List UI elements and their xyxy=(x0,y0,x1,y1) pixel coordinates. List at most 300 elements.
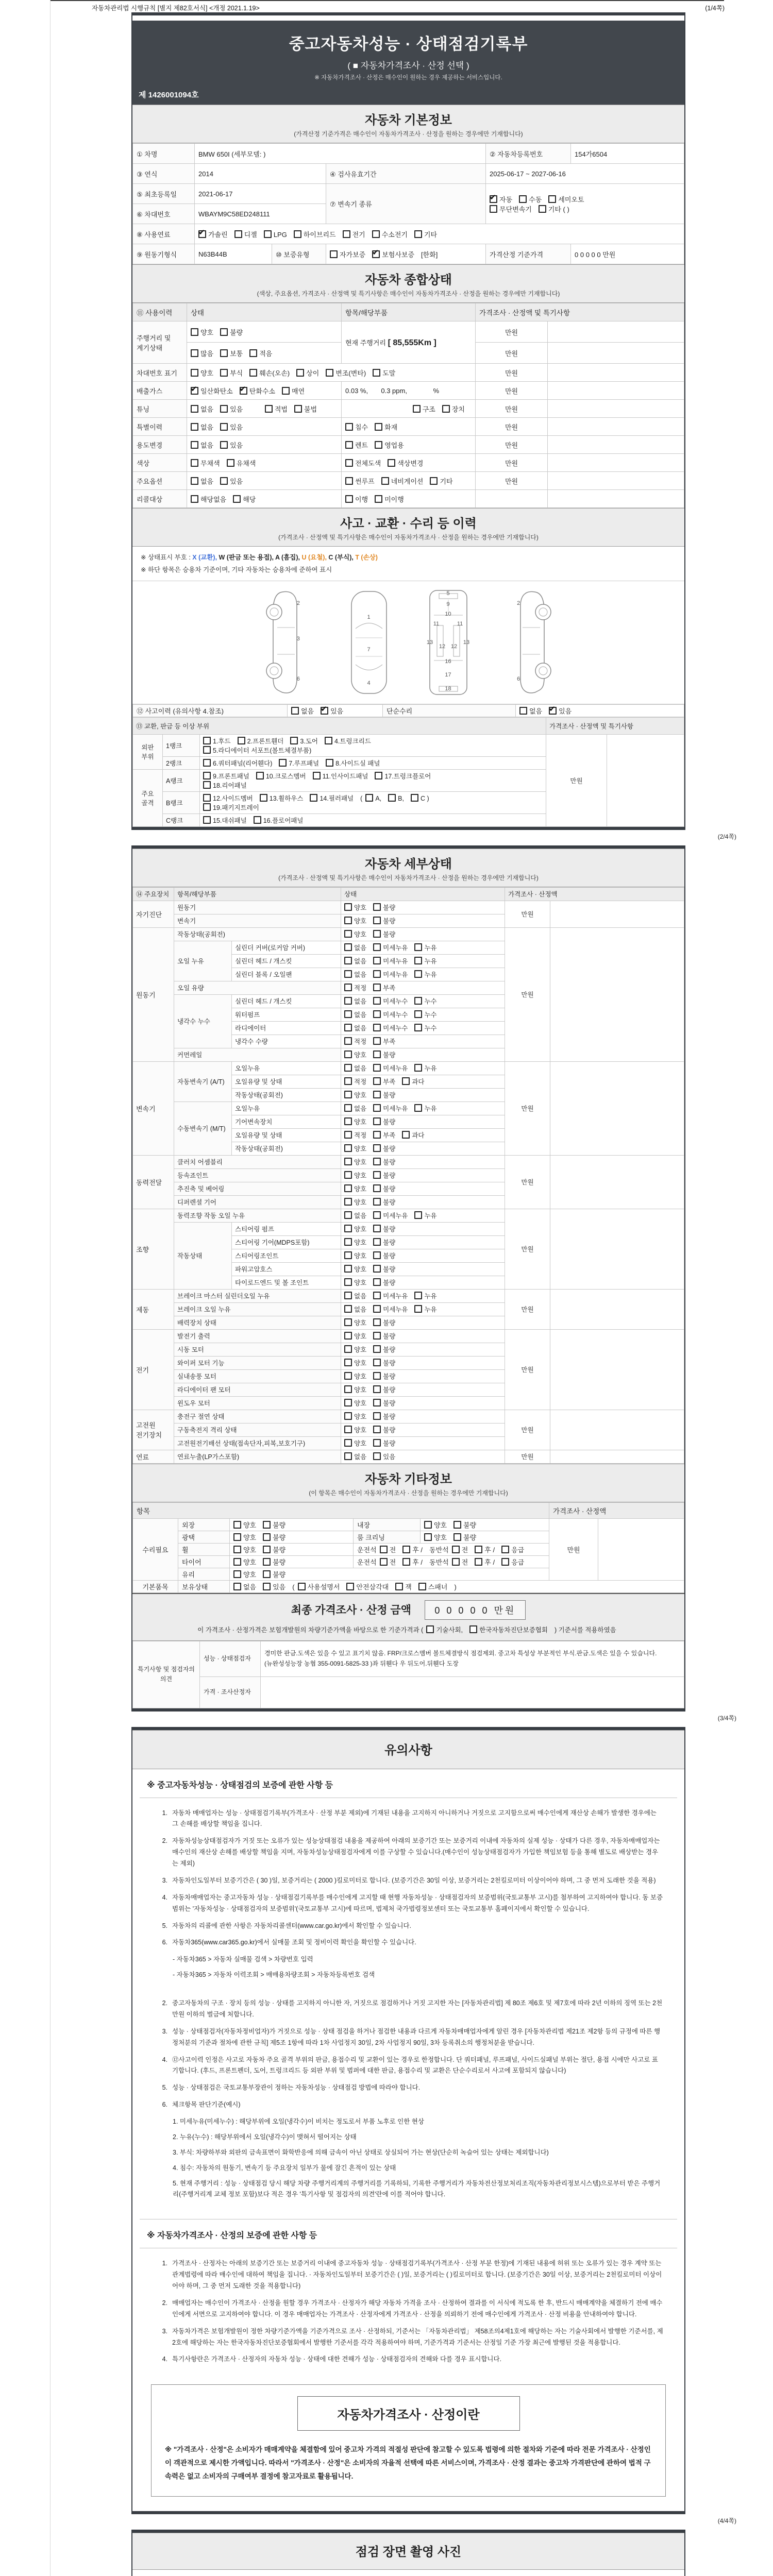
checkbox[interactable] xyxy=(344,1426,352,1433)
checkbox[interactable] xyxy=(263,1570,271,1578)
final-price-bar xyxy=(132,1593,684,1623)
checkbox[interactable] xyxy=(380,1558,388,1566)
checkbox[interactable] xyxy=(373,1050,381,1058)
checkbox[interactable] xyxy=(414,1064,422,1072)
checkbox[interactable] xyxy=(326,759,333,767)
checkbox[interactable] xyxy=(233,1583,241,1590)
checkbox[interactable] xyxy=(191,405,198,413)
checkbox[interactable] xyxy=(381,477,389,485)
appraiser-label: 가격 · 조사산정자 xyxy=(200,1676,261,1708)
checkbox[interactable] xyxy=(191,459,198,467)
checkbox[interactable] xyxy=(424,1533,432,1541)
car-view-right-side xyxy=(503,588,552,697)
appraiser-opinion xyxy=(261,1676,684,1708)
checkbox[interactable] xyxy=(373,1265,381,1273)
checkbox[interactable] xyxy=(191,495,198,503)
notice-text: 자동차365(www.car365.go.kr)에서 실매물 조회 및 정비이력 확인을 확인할 수 있습니다. xyxy=(172,1939,416,1946)
hold-state-options xyxy=(230,1580,684,1592)
rank1-items xyxy=(200,734,546,756)
checkbox[interactable] xyxy=(344,970,352,978)
checkbox[interactable] xyxy=(344,1412,352,1420)
checkbox[interactable] xyxy=(203,803,211,811)
checkbox-label: 양호 xyxy=(243,1546,257,1554)
checkbox[interactable] xyxy=(220,441,228,449)
checkbox[interactable] xyxy=(490,205,497,213)
checkbox[interactable] xyxy=(294,405,302,413)
checkbox[interactable] xyxy=(265,405,273,413)
checkbox[interactable] xyxy=(345,477,353,485)
checkbox[interactable] xyxy=(375,441,382,449)
checkbox[interactable] xyxy=(294,230,301,238)
notices-sub2-title: ※ 자동차가격조사 · 산정의 보증에 관한 사항 등 xyxy=(140,2219,677,2248)
checkbox[interactable] xyxy=(191,328,198,336)
checkbox-label: 후 / xyxy=(412,1546,423,1554)
checkbox[interactable] xyxy=(373,917,381,924)
checkbox[interactable] xyxy=(290,737,298,744)
checkbox-item xyxy=(263,1569,285,1579)
checkbox[interactable] xyxy=(519,707,527,715)
panel-number: 3 xyxy=(296,636,300,642)
checkbox-item xyxy=(344,1063,366,1073)
checkbox-label: 해당없음 xyxy=(200,495,227,503)
checkbox[interactable] xyxy=(452,1558,460,1566)
checkbox[interactable] xyxy=(475,1546,482,1553)
checkbox[interactable] xyxy=(373,369,380,377)
checkbox-label: 불량 xyxy=(383,1226,396,1233)
checkbox[interactable] xyxy=(344,1399,352,1406)
state-options xyxy=(341,1115,505,1128)
checkbox-label: 19.패키지트레이 xyxy=(213,804,259,811)
notice-text: 체크항목 판단기준(예시) xyxy=(172,2101,241,2109)
checkbox-checked[interactable] xyxy=(549,707,557,715)
checkbox[interactable] xyxy=(373,930,381,938)
notice-item xyxy=(155,1921,664,1932)
checkbox[interactable] xyxy=(373,984,381,991)
checkbox-item xyxy=(373,929,395,939)
checkbox[interactable] xyxy=(501,1558,509,1566)
checkbox[interactable] xyxy=(539,205,546,213)
checkbox-label: 기술사회, xyxy=(436,1626,463,1634)
checkbox-label: 적정 xyxy=(354,985,367,992)
checkbox[interactable] xyxy=(220,405,228,413)
checkbox[interactable] xyxy=(365,794,373,802)
special-kind-options xyxy=(342,418,476,436)
checkbox[interactable] xyxy=(373,1010,381,1018)
checkbox[interactable] xyxy=(263,1546,271,1553)
panel-number: 2 xyxy=(517,600,520,606)
checkbox[interactable] xyxy=(344,1104,352,1112)
checkbox[interactable] xyxy=(249,349,257,357)
checkbox[interactable] xyxy=(344,1439,352,1447)
checkbox[interactable] xyxy=(411,794,418,802)
checkbox[interactable] xyxy=(373,1117,381,1125)
checkbox-item xyxy=(263,1532,285,1542)
checkbox[interactable] xyxy=(424,1521,432,1529)
checkbox[interactable] xyxy=(233,495,241,503)
checkbox[interactable] xyxy=(501,1546,509,1553)
state-options xyxy=(341,1209,505,1222)
checkbox-item xyxy=(388,794,404,802)
checkbox[interactable] xyxy=(191,423,198,431)
checkbox[interactable] xyxy=(344,1144,352,1152)
checkbox[interactable] xyxy=(254,816,261,824)
checkbox[interactable] xyxy=(256,772,264,779)
checkbox[interactable] xyxy=(380,1546,388,1553)
checkbox[interactable] xyxy=(414,1104,422,1112)
section-note: (색상, 주요옵션, 가격조사 · 산정액 및 특기사항은 매수인이 자동차가격조사 · 산정을 원하는 경우에만 기재합니다) xyxy=(257,290,560,297)
checkbox[interactable] xyxy=(344,1292,352,1299)
checkbox-item xyxy=(380,1557,396,1567)
checkbox[interactable] xyxy=(344,997,352,1005)
checkbox-item xyxy=(326,758,380,768)
checkbox[interactable] xyxy=(344,1385,352,1393)
notice-text: 자동차인도일부터 보증기간은 ( 30 )일, 보증거리는 ( 2000 )킬로미터로 합니다. (보증기간은 30일 이상, 보증거리는 2천킬로미터 이상이어야 하며, 그 중 먼저 도래한 것을 적용) xyxy=(172,1876,656,1884)
checkbox[interactable] xyxy=(343,230,350,238)
checkbox[interactable] xyxy=(191,441,198,449)
checkbox[interactable] xyxy=(373,970,381,978)
device-group-label: 연료 xyxy=(133,1450,174,1463)
checkbox[interactable] xyxy=(233,1546,241,1553)
checkbox[interactable] xyxy=(373,957,381,964)
checkbox[interactable] xyxy=(298,1583,306,1590)
checkbox[interactable] xyxy=(413,405,421,413)
checkbox[interactable] xyxy=(344,1010,352,1018)
checkbox[interactable] xyxy=(402,1558,410,1566)
checkbox[interactable] xyxy=(233,1570,241,1578)
checkbox-label: 양호 xyxy=(354,1279,367,1286)
checkbox[interactable] xyxy=(344,930,352,938)
checkbox[interactable] xyxy=(388,459,395,467)
checkbox[interactable] xyxy=(344,1064,352,1072)
checkbox[interactable] xyxy=(548,195,556,203)
checkbox[interactable] xyxy=(260,794,267,802)
sub-item-label: 작동상태(공회전) xyxy=(232,1088,341,1101)
checkbox[interactable] xyxy=(344,903,352,911)
checkbox[interactable] xyxy=(234,230,242,238)
checkbox[interactable] xyxy=(414,997,422,1005)
checkbox-label: 있음 xyxy=(273,1583,286,1591)
checkbox[interactable] xyxy=(344,1024,352,1031)
checkbox[interactable] xyxy=(402,1131,410,1139)
checkbox[interactable] xyxy=(373,1399,381,1406)
checkbox[interactable] xyxy=(373,1292,381,1299)
checkbox[interactable] xyxy=(344,957,352,964)
checkbox[interactable] xyxy=(296,369,304,377)
checkbox[interactable] xyxy=(344,1211,352,1219)
checkbox-label: 불량 xyxy=(383,1092,396,1099)
checkbox[interactable] xyxy=(373,1024,381,1031)
checkbox-item xyxy=(298,1582,340,1591)
state-options xyxy=(341,901,505,914)
checkbox[interactable] xyxy=(310,794,317,802)
checkbox-checked[interactable] xyxy=(321,707,328,715)
checkbox-checked[interactable] xyxy=(490,195,497,203)
checkbox[interactable] xyxy=(325,737,332,744)
checkbox[interactable] xyxy=(249,369,257,377)
notice-number: 4. xyxy=(162,1893,167,1901)
checkbox[interactable] xyxy=(227,459,234,467)
price-cell: 만원 xyxy=(476,436,548,454)
checkbox[interactable] xyxy=(344,1305,352,1313)
checkbox-label: 있음 xyxy=(559,707,572,715)
checkbox[interactable] xyxy=(264,230,272,238)
checkbox[interactable] xyxy=(373,1104,381,1112)
checkbox[interactable] xyxy=(373,1064,381,1072)
checkbox[interactable] xyxy=(402,1077,410,1085)
checkbox[interactable] xyxy=(291,707,299,715)
checkbox[interactable] xyxy=(344,1345,352,1353)
checkbox[interactable] xyxy=(344,1158,352,1165)
notices-sub1-title: ※ 중고자동차성능 · 상태점검의 보증에 관한 사항 등 xyxy=(140,1769,677,1798)
checkbox[interactable] xyxy=(414,1010,422,1018)
checkbox[interactable] xyxy=(344,1278,352,1286)
checkbox[interactable] xyxy=(373,1238,381,1246)
checkbox-label: 12.사이드멤버 xyxy=(213,794,253,802)
checkbox[interactable] xyxy=(282,387,290,395)
checkbox[interactable] xyxy=(203,781,211,789)
checkbox-label: 불량 xyxy=(383,1427,396,1434)
checkbox[interactable] xyxy=(191,369,198,377)
checkbox[interactable] xyxy=(373,1171,381,1179)
checkbox[interactable] xyxy=(373,1184,381,1192)
checkbox-item xyxy=(344,1304,366,1314)
legend-code: U (요철), xyxy=(301,554,329,561)
device-group-label: 동력전달 xyxy=(133,1155,174,1209)
top-rule xyxy=(50,0,724,1)
checkbox[interactable] xyxy=(414,230,422,238)
checkbox[interactable] xyxy=(373,1077,381,1085)
row-label-recall: 리콜대상 xyxy=(133,490,187,508)
checkbox-checked[interactable] xyxy=(191,387,198,395)
checkbox[interactable] xyxy=(203,772,211,779)
checkbox[interactable] xyxy=(344,1184,352,1192)
checkbox[interactable] xyxy=(373,1439,381,1447)
checkbox[interactable] xyxy=(414,1211,422,1219)
checkbox[interactable] xyxy=(263,1533,271,1541)
accident-history-label: ⑫ 사고이력 (유의사항 4.참조) xyxy=(133,704,288,717)
checkbox[interactable] xyxy=(345,441,353,449)
col-price: 가격조사 · 산정액 xyxy=(505,887,684,901)
checkbox[interactable] xyxy=(475,1558,482,1566)
checkbox[interactable] xyxy=(203,759,211,767)
checkbox[interactable] xyxy=(373,1426,381,1433)
checkbox[interactable] xyxy=(220,477,228,485)
checkbox[interactable] xyxy=(344,917,352,924)
legend-note: ※ 하단 항목은 승용차 기준이며, 기타 자동차는 승용차에 준하여 표시 xyxy=(141,566,332,573)
checkbox-checked[interactable] xyxy=(240,387,247,395)
checkbox[interactable] xyxy=(453,1521,461,1529)
device-group-label: 자기진단 xyxy=(133,901,174,927)
checkbox[interactable] xyxy=(220,369,228,377)
checkbox[interactable] xyxy=(373,1412,381,1420)
item-label: 윈도우 모터 xyxy=(174,1396,341,1410)
checkbox[interactable] xyxy=(233,1521,241,1529)
checkbox[interactable] xyxy=(373,997,381,1005)
checkbox-label: 변조(변타) xyxy=(335,369,366,377)
checkbox[interactable] xyxy=(220,328,228,336)
checkbox-label: 미세누유 xyxy=(383,1105,408,1112)
checkbox[interactable] xyxy=(344,1131,352,1139)
checkbox[interactable] xyxy=(373,1385,381,1393)
checkbox[interactable] xyxy=(344,1225,352,1232)
checkbox[interactable] xyxy=(233,1558,241,1566)
checkbox[interactable] xyxy=(344,1332,352,1340)
checkbox-item xyxy=(344,1412,366,1421)
checkbox-label: 양호 xyxy=(354,1159,367,1166)
checkbox-label: 색상변경 xyxy=(397,459,424,467)
checkbox[interactable] xyxy=(375,423,382,431)
checkbox-item xyxy=(203,758,272,768)
checkbox[interactable] xyxy=(346,1583,354,1590)
checkbox[interactable] xyxy=(414,970,422,978)
checkbox[interactable] xyxy=(373,1332,381,1340)
checkbox[interactable] xyxy=(373,1211,381,1219)
inspection-photos xyxy=(132,2570,684,2576)
checkbox[interactable] xyxy=(373,1158,381,1165)
checkbox[interactable] xyxy=(388,794,396,802)
state-options xyxy=(341,994,505,1008)
checkbox-item xyxy=(373,1077,395,1086)
checkbox[interactable] xyxy=(344,1359,352,1366)
checkbox[interactable] xyxy=(220,423,228,431)
checkbox-item xyxy=(220,368,243,378)
checkbox[interactable] xyxy=(373,1372,381,1380)
checkbox-item xyxy=(294,229,336,239)
notice-sub-item xyxy=(173,2116,664,2128)
state-options xyxy=(341,1356,505,1369)
checkbox[interactable] xyxy=(344,1171,352,1179)
checkbox[interactable] xyxy=(426,1625,434,1633)
checkbox[interactable] xyxy=(373,1225,381,1232)
checkbox[interactable] xyxy=(373,1345,381,1353)
checkbox[interactable] xyxy=(414,943,422,951)
checkbox[interactable] xyxy=(330,250,338,258)
checkbox[interactable] xyxy=(344,1077,352,1085)
checkbox[interactable] xyxy=(373,1037,381,1045)
checkbox[interactable] xyxy=(344,1238,352,1246)
checkbox[interactable] xyxy=(373,903,381,911)
checkbox-item xyxy=(344,1197,366,1207)
checkbox-item xyxy=(373,1371,395,1381)
checkbox-item xyxy=(373,1063,408,1073)
checkbox[interactable] xyxy=(373,1144,381,1152)
checkbox[interactable] xyxy=(373,1131,381,1139)
checkbox[interactable] xyxy=(344,1117,352,1125)
section-overall-header xyxy=(132,264,684,303)
checkbox[interactable] xyxy=(263,1558,271,1566)
checkbox[interactable] xyxy=(345,459,353,467)
checkbox[interactable] xyxy=(373,1318,381,1326)
checkbox[interactable] xyxy=(519,195,527,203)
checkbox-checked[interactable] xyxy=(198,230,206,238)
sub-item-label: 실린더 헤드 / 개스킷 xyxy=(232,994,341,1008)
checkbox[interactable] xyxy=(372,230,380,238)
checkbox-label: 하이브리드 xyxy=(303,230,336,239)
checkbox[interactable] xyxy=(418,1583,426,1590)
checkbox[interactable] xyxy=(326,369,333,377)
checkbox[interactable] xyxy=(233,1533,241,1541)
checkbox[interactable] xyxy=(373,943,381,951)
checkbox[interactable] xyxy=(344,984,352,991)
checkbox[interactable] xyxy=(238,737,245,744)
checkbox[interactable] xyxy=(279,759,287,767)
checkbox[interactable] xyxy=(442,405,450,413)
checkbox[interactable] xyxy=(313,772,321,779)
checkbox-item xyxy=(344,1037,366,1046)
checkbox[interactable] xyxy=(344,1318,352,1326)
checkbox-item xyxy=(344,1090,366,1099)
checkbox[interactable] xyxy=(344,1050,352,1058)
checkbox[interactable] xyxy=(414,1292,422,1299)
checkbox[interactable] xyxy=(375,772,382,779)
checkbox[interactable] xyxy=(402,1546,410,1553)
checkbox-item xyxy=(344,1345,366,1354)
checkbox[interactable] xyxy=(344,943,352,951)
checkbox[interactable] xyxy=(453,1533,461,1541)
checkbox[interactable] xyxy=(344,1452,352,1460)
checkbox[interactable] xyxy=(414,1305,422,1313)
checkbox[interactable] xyxy=(373,1278,381,1286)
checkbox[interactable] xyxy=(220,349,228,357)
checkbox[interactable] xyxy=(345,495,353,503)
checkbox-label: 없음 xyxy=(200,477,214,485)
price-cell: 만원 xyxy=(505,927,550,1061)
checkbox[interactable] xyxy=(344,1251,352,1259)
checkbox[interactable] xyxy=(345,423,353,431)
checkbox[interactable] xyxy=(395,1583,403,1590)
checkbox[interactable] xyxy=(373,1091,381,1098)
checkbox[interactable] xyxy=(373,1305,381,1313)
rankA-items xyxy=(200,769,546,791)
checkbox-label: 불량 xyxy=(230,328,243,336)
checkbox-item xyxy=(424,1532,447,1542)
checkbox[interactable] xyxy=(375,495,382,503)
checkbox[interactable] xyxy=(344,1091,352,1098)
checkbox[interactable] xyxy=(203,737,211,744)
checkbox[interactable] xyxy=(344,1198,352,1206)
state-options xyxy=(341,1222,505,1235)
field-value-year: 2014 xyxy=(195,164,326,184)
checkbox-label: 누수 xyxy=(424,1011,437,1019)
checkbox[interactable] xyxy=(344,1265,352,1273)
checkbox[interactable] xyxy=(373,1198,381,1206)
checkbox-label: 13.휠하우스 xyxy=(269,794,304,802)
checkbox[interactable] xyxy=(203,816,211,824)
checkbox[interactable] xyxy=(414,957,422,964)
checkbox-label: 부족 xyxy=(383,1132,396,1139)
checkbox[interactable] xyxy=(430,477,438,485)
checkbox[interactable] xyxy=(344,1037,352,1045)
checkbox[interactable] xyxy=(203,794,211,802)
checkbox[interactable] xyxy=(191,477,198,485)
checkbox[interactable] xyxy=(191,349,198,357)
checkbox-checked[interactable] xyxy=(372,250,380,258)
checkbox[interactable] xyxy=(263,1583,271,1590)
page-number-1: (1/4쪽) xyxy=(705,5,725,12)
checkbox[interactable] xyxy=(469,1625,477,1633)
notice-number: 3. xyxy=(162,2327,167,2335)
checkbox[interactable] xyxy=(373,1452,381,1460)
checkbox[interactable] xyxy=(344,1372,352,1380)
checkbox[interactable] xyxy=(373,1251,381,1259)
checkbox[interactable] xyxy=(203,746,211,754)
checkbox[interactable] xyxy=(414,1024,422,1031)
checkbox[interactable] xyxy=(263,1521,271,1529)
checkbox[interactable] xyxy=(373,1359,381,1366)
checkbox-item xyxy=(191,458,220,468)
checkbox[interactable] xyxy=(452,1546,460,1553)
text-token: 이 가격조사 · 산정가격은 보험개발원의 차량기준가액을 바탕으로 한 기준가격과 ( xyxy=(197,1626,424,1634)
